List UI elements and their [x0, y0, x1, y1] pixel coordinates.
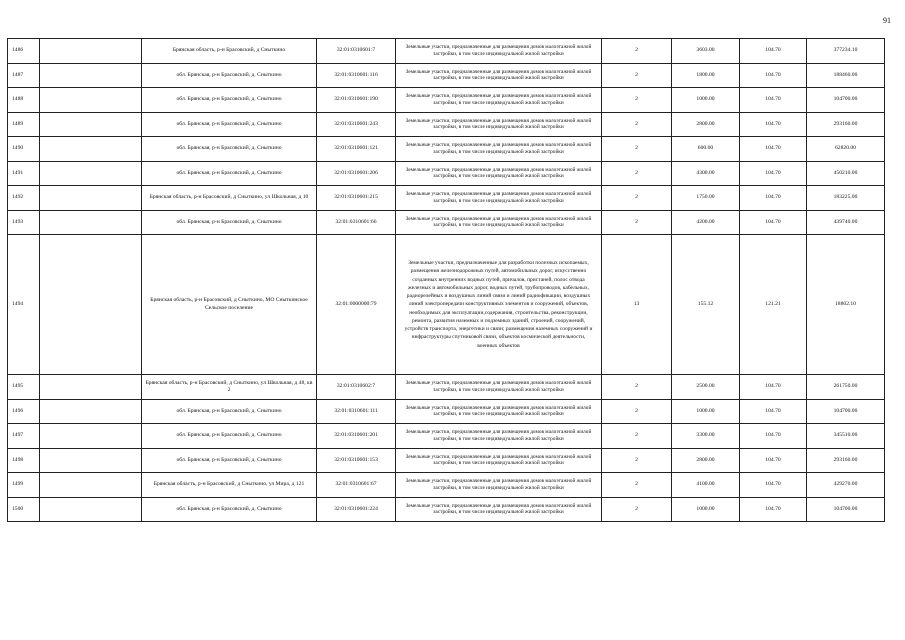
land-use-cell: Земельные участки, предназначенные для размещения домов малоэтажной жилой застройки, в том числе индивидуальной жилой застройки — [396, 210, 602, 235]
empty-cell — [40, 473, 142, 498]
empty-cell — [40, 161, 142, 186]
cadastral-number-cell: 32:01:0310601:67 — [317, 473, 396, 498]
cadastral-number-cell: 32:01:0310601:201 — [317, 424, 396, 449]
group-cell: 2 — [602, 186, 672, 211]
area-cell: 1800.00 — [672, 63, 740, 88]
row-number: 1497 — [8, 424, 40, 449]
area-cell: 2500.00 — [672, 375, 740, 400]
table-row — [8, 235, 885, 375]
address-cell: обл. Брянская, р-н Брасовский, д. Сныткино — [142, 88, 317, 113]
cadastral-value-cell: 377234.10 — [807, 39, 885, 64]
table-row — [8, 161, 885, 186]
row-number: 1499 — [8, 473, 40, 498]
area-cell: 600.00 — [672, 137, 740, 162]
group-cell: 2 — [602, 137, 672, 162]
empty-cell — [40, 88, 142, 113]
cadastral-number-cell: 32:01:0310601:111 — [317, 399, 396, 424]
rate-cell: 104.70 — [740, 112, 807, 137]
land-use-cell: Земельные участки, предназначенные для размещения домов малоэтажной жилой застройки, в том числе индивидуальной жилой застройки — [396, 497, 602, 522]
empty-cell — [40, 112, 142, 137]
land-use-cell: Земельные участки, предназначенные для размещения домов малоэтажной жилой застройки, в том числе индивидуальной жилой застройки — [396, 112, 602, 137]
area-cell: 2800.00 — [672, 112, 740, 137]
area-cell: 1000.00 — [672, 497, 740, 522]
cadastral-value-cell: 450210.00 — [807, 161, 885, 186]
address-cell: обл. Брянская, р-н Брасовский, д. Сныткино — [142, 63, 317, 88]
group-cell: 2 — [602, 473, 672, 498]
group-cell: 2 — [602, 210, 672, 235]
land-use-cell: Земельные участки, предназначенные для размещения домов малоэтажной жилой застройки, в том числе индивидуальной жилой застройки — [396, 473, 602, 498]
address-cell: Брянская область, р-н Брасовский, д Сныткино — [142, 39, 317, 64]
cadastral-number-cell: 32:01:0310601:121 — [317, 137, 396, 162]
row-number: 1492 — [8, 186, 40, 211]
group-cell: 2 — [602, 448, 672, 473]
empty-cell — [40, 39, 142, 64]
address-cell: обл. Брянская, р-н Брасовский, д. Сныткино — [142, 112, 317, 137]
empty-cell — [40, 186, 142, 211]
cadastral-value-cell: 439740.00 — [807, 210, 885, 235]
table-row — [8, 39, 885, 64]
row-number: 1495 — [8, 375, 40, 400]
land-use-cell: Земельные участки, предназначенные для размещения домов малоэтажной жилой застройки, в том числе индивидуальной жилой застройки — [396, 424, 602, 449]
address-cell: обл. Брянская, р-н Брасовский, д. Сныткино — [142, 448, 317, 473]
empty-cell — [40, 399, 142, 424]
rate-cell: 104.70 — [740, 88, 807, 113]
cadastral-value-cell: 18802.10 — [807, 235, 885, 375]
area-cell: 4200.00 — [672, 210, 740, 235]
area-cell: 3300.00 — [672, 424, 740, 449]
cadastral-number-cell: 32:01:0310601:215 — [317, 186, 396, 211]
rate-cell: 104.70 — [740, 63, 807, 88]
cadastral-value-cell: 293160.00 — [807, 448, 885, 473]
cadastral-number-cell: 32:01:0310601:116 — [317, 63, 396, 88]
cadastral-number-cell: 32:01:0310601:7 — [317, 39, 396, 64]
row-number: 1490 — [8, 137, 40, 162]
empty-cell — [40, 63, 142, 88]
rate-cell: 104.70 — [740, 424, 807, 449]
cadastral-value-cell: 261750.00 — [807, 375, 885, 400]
address-cell: обл. Брянская, р-н Брасовский, д. Сныткино — [142, 497, 317, 522]
cadastral-number-cell: 32:01:0310601:66 — [317, 210, 396, 235]
group-cell: 13 — [602, 235, 672, 375]
rate-cell: 104.70 — [740, 137, 807, 162]
table-row — [8, 424, 885, 449]
row-number: 1487 — [8, 63, 40, 88]
group-cell: 2 — [602, 375, 672, 400]
table-row — [8, 210, 885, 235]
group-cell: 2 — [602, 39, 672, 64]
row-number: 1493 — [8, 210, 40, 235]
row-number: 1486 — [8, 39, 40, 64]
table-row — [8, 375, 885, 400]
row-number: 1491 — [8, 161, 40, 186]
cadastral-value-cell: 104700.00 — [807, 399, 885, 424]
group-cell: 2 — [602, 161, 672, 186]
cadastral-number-cell: 32:01:0310601:153 — [317, 448, 396, 473]
cadastral-value-cell: 62820.00 — [807, 137, 885, 162]
cadastral-number-cell: 32:01:0310601:206 — [317, 161, 396, 186]
rate-cell: 121.21 — [740, 235, 807, 375]
group-cell: 2 — [602, 63, 672, 88]
land-use-cell: Земельные участки, предназначенные для размещения домов малоэтажной жилой застройки, в том числе индивидуальной жилой застройки — [396, 39, 602, 64]
cadastral-value-cell: 104700.00 — [807, 88, 885, 113]
address-cell: обл. Брянская, р-н Брасовский, д. Сныткино — [142, 399, 317, 424]
row-number: 1500 — [8, 497, 40, 522]
rate-cell: 104.70 — [740, 399, 807, 424]
area-cell: 2800.00 — [672, 448, 740, 473]
area-cell: 1000.00 — [672, 88, 740, 113]
land-use-cell: Земельные участки, предназначенные для размещения домов малоэтажной жилой застройки, в том числе индивидуальной жилой застройки — [396, 375, 602, 400]
table-row — [8, 448, 885, 473]
group-cell: 2 — [602, 399, 672, 424]
address-cell: обл. Брянская, р-н Брасовский, д. Сныткино — [142, 210, 317, 235]
table-row — [8, 112, 885, 137]
area-cell: 155.12 — [672, 235, 740, 375]
cadastral-number-cell: 32:01:0310601:190 — [317, 88, 396, 113]
cadastral-number-cell: 32:01:0310601:243 — [317, 112, 396, 137]
cadastral-number-cell: 32:01:0310601:224 — [317, 497, 396, 522]
empty-cell — [40, 235, 142, 375]
land-use-cell: Земельные участки, предназначенные для размещения домов малоэтажной жилой застройки, в том числе индивидуальной жилой застройки — [396, 137, 602, 162]
table-row — [8, 137, 885, 162]
table-row — [8, 88, 885, 113]
land-use-cell: Земельные участки, предназначенные для разработки полезных ископаемых, размещения железнодорожных путей, автомобильных дорог, искусственно созданных внутренних водных путей, причалов, пристаней, полос отвода железных и автомобильных дорог, водных путей, трубопроводов, кабельных, радиорелейных и воздушных линий связи и линий радиофикации, воздушных линий электропередачи конструктивных элементов и сооружений, объектов, необходимых для эксплуатации,содержания, строительства, реконструкции, ремонта, развития наземных и подземных зданий, строений, сооружений, устройств транспорта, энергетики и связи; размещения наземных сооружений и инфраструктуры спутниковой связи, объектов космической деятельности, военных объектов — [396, 235, 602, 375]
land-use-cell: Земельные участки, предназначенные для размещения домов малоэтажной жилой застройки, в том числе индивидуальной жилой застройки — [396, 88, 602, 113]
empty-cell — [40, 375, 142, 400]
rate-cell: 104.70 — [740, 473, 807, 498]
area-cell: 4300.00 — [672, 161, 740, 186]
row-number: 1498 — [8, 448, 40, 473]
address-cell: Брянская область, р-н Брасовский, д Сныткино, ул Мира, д 121 — [142, 473, 317, 498]
cadastral-value-cell: 104700.00 — [807, 497, 885, 522]
area-cell: 3603.00 — [672, 39, 740, 64]
empty-cell — [40, 497, 142, 522]
rate-cell: 104.70 — [740, 161, 807, 186]
row-number: 1488 — [8, 88, 40, 113]
group-cell: 2 — [602, 424, 672, 449]
rate-cell: 104.70 — [740, 210, 807, 235]
group-cell: 2 — [602, 497, 672, 522]
address-cell: обл. Брянская, р-н Брасовский, д. Сныткино — [142, 137, 317, 162]
cadastral-number-cell: 32:01:0000000:79 — [317, 235, 396, 375]
area-cell: 4100.00 — [672, 473, 740, 498]
rate-cell: 104.70 — [740, 186, 807, 211]
page-number: 91 — [883, 16, 891, 25]
area-cell: 1750.00 — [672, 186, 740, 211]
rate-cell: 104.70 — [740, 497, 807, 522]
area-cell: 1000.00 — [672, 399, 740, 424]
land-use-cell: Земельные участки, предназначенные для размещения домов малоэтажной жилой застройки, в том числе индивидуальной жилой застройки — [396, 186, 602, 211]
rate-cell: 104.70 — [740, 375, 807, 400]
address-cell: Брянская область, р-н Брасовский, д Сныткино, ул Школьная, д 10 — [142, 186, 317, 211]
address-cell: Брянская область, р-н Брасовский, д Сныткино, МО Сныткинское Сельское поселение — [142, 235, 317, 375]
row-number: 1494 — [8, 235, 40, 375]
cadastral-value-cell: 345510.00 — [807, 424, 885, 449]
table-row — [8, 497, 885, 522]
row-number: 1496 — [8, 399, 40, 424]
empty-cell — [40, 448, 142, 473]
cadastral-number-cell: 32:01:0310602:7 — [317, 375, 396, 400]
land-parcels-table — [7, 38, 885, 522]
land-use-cell: Земельные участки, предназначенные для размещения домов малоэтажной жилой застройки, в том числе индивидуальной жилой застройки — [396, 161, 602, 186]
empty-cell — [40, 137, 142, 162]
land-use-cell: Земельные участки, предназначенные для размещения домов малоэтажной жилой застройки, в том числе индивидуальной жилой застройки — [396, 399, 602, 424]
address-cell: обл. Брянская, р-н Брасовский, д. Сныткино — [142, 424, 317, 449]
cadastral-value-cell: 183225.00 — [807, 186, 885, 211]
address-cell: обл. Брянская, р-н Брасовский, д. Сныткино — [142, 161, 317, 186]
group-cell: 2 — [602, 112, 672, 137]
row-number: 1489 — [8, 112, 40, 137]
table-row — [8, 399, 885, 424]
table-row — [8, 186, 885, 211]
empty-cell — [40, 210, 142, 235]
table-row — [8, 473, 885, 498]
rate-cell: 104.70 — [740, 39, 807, 64]
table-row — [8, 63, 885, 88]
land-use-cell: Земельные участки, предназначенные для размещения домов малоэтажной жилой застройки, в том числе индивидуальной жилой застройки — [396, 448, 602, 473]
cadastral-value-cell: 429270.00 — [807, 473, 885, 498]
cadastral-value-cell: 293160.00 — [807, 112, 885, 137]
group-cell: 2 — [602, 88, 672, 113]
cadastral-value-cell: 188460.00 — [807, 63, 885, 88]
address-cell: Брянская область, р-н Брасовский, д Сныткино, ул Школьная, д 48, кв 2 — [142, 375, 317, 400]
land-use-cell: Земельные участки, предназначенные для размещения домов малоэтажной жилой застройки, в том числе индивидуальной жилой застройки — [396, 63, 602, 88]
rate-cell: 104.70 — [740, 448, 807, 473]
empty-cell — [40, 424, 142, 449]
